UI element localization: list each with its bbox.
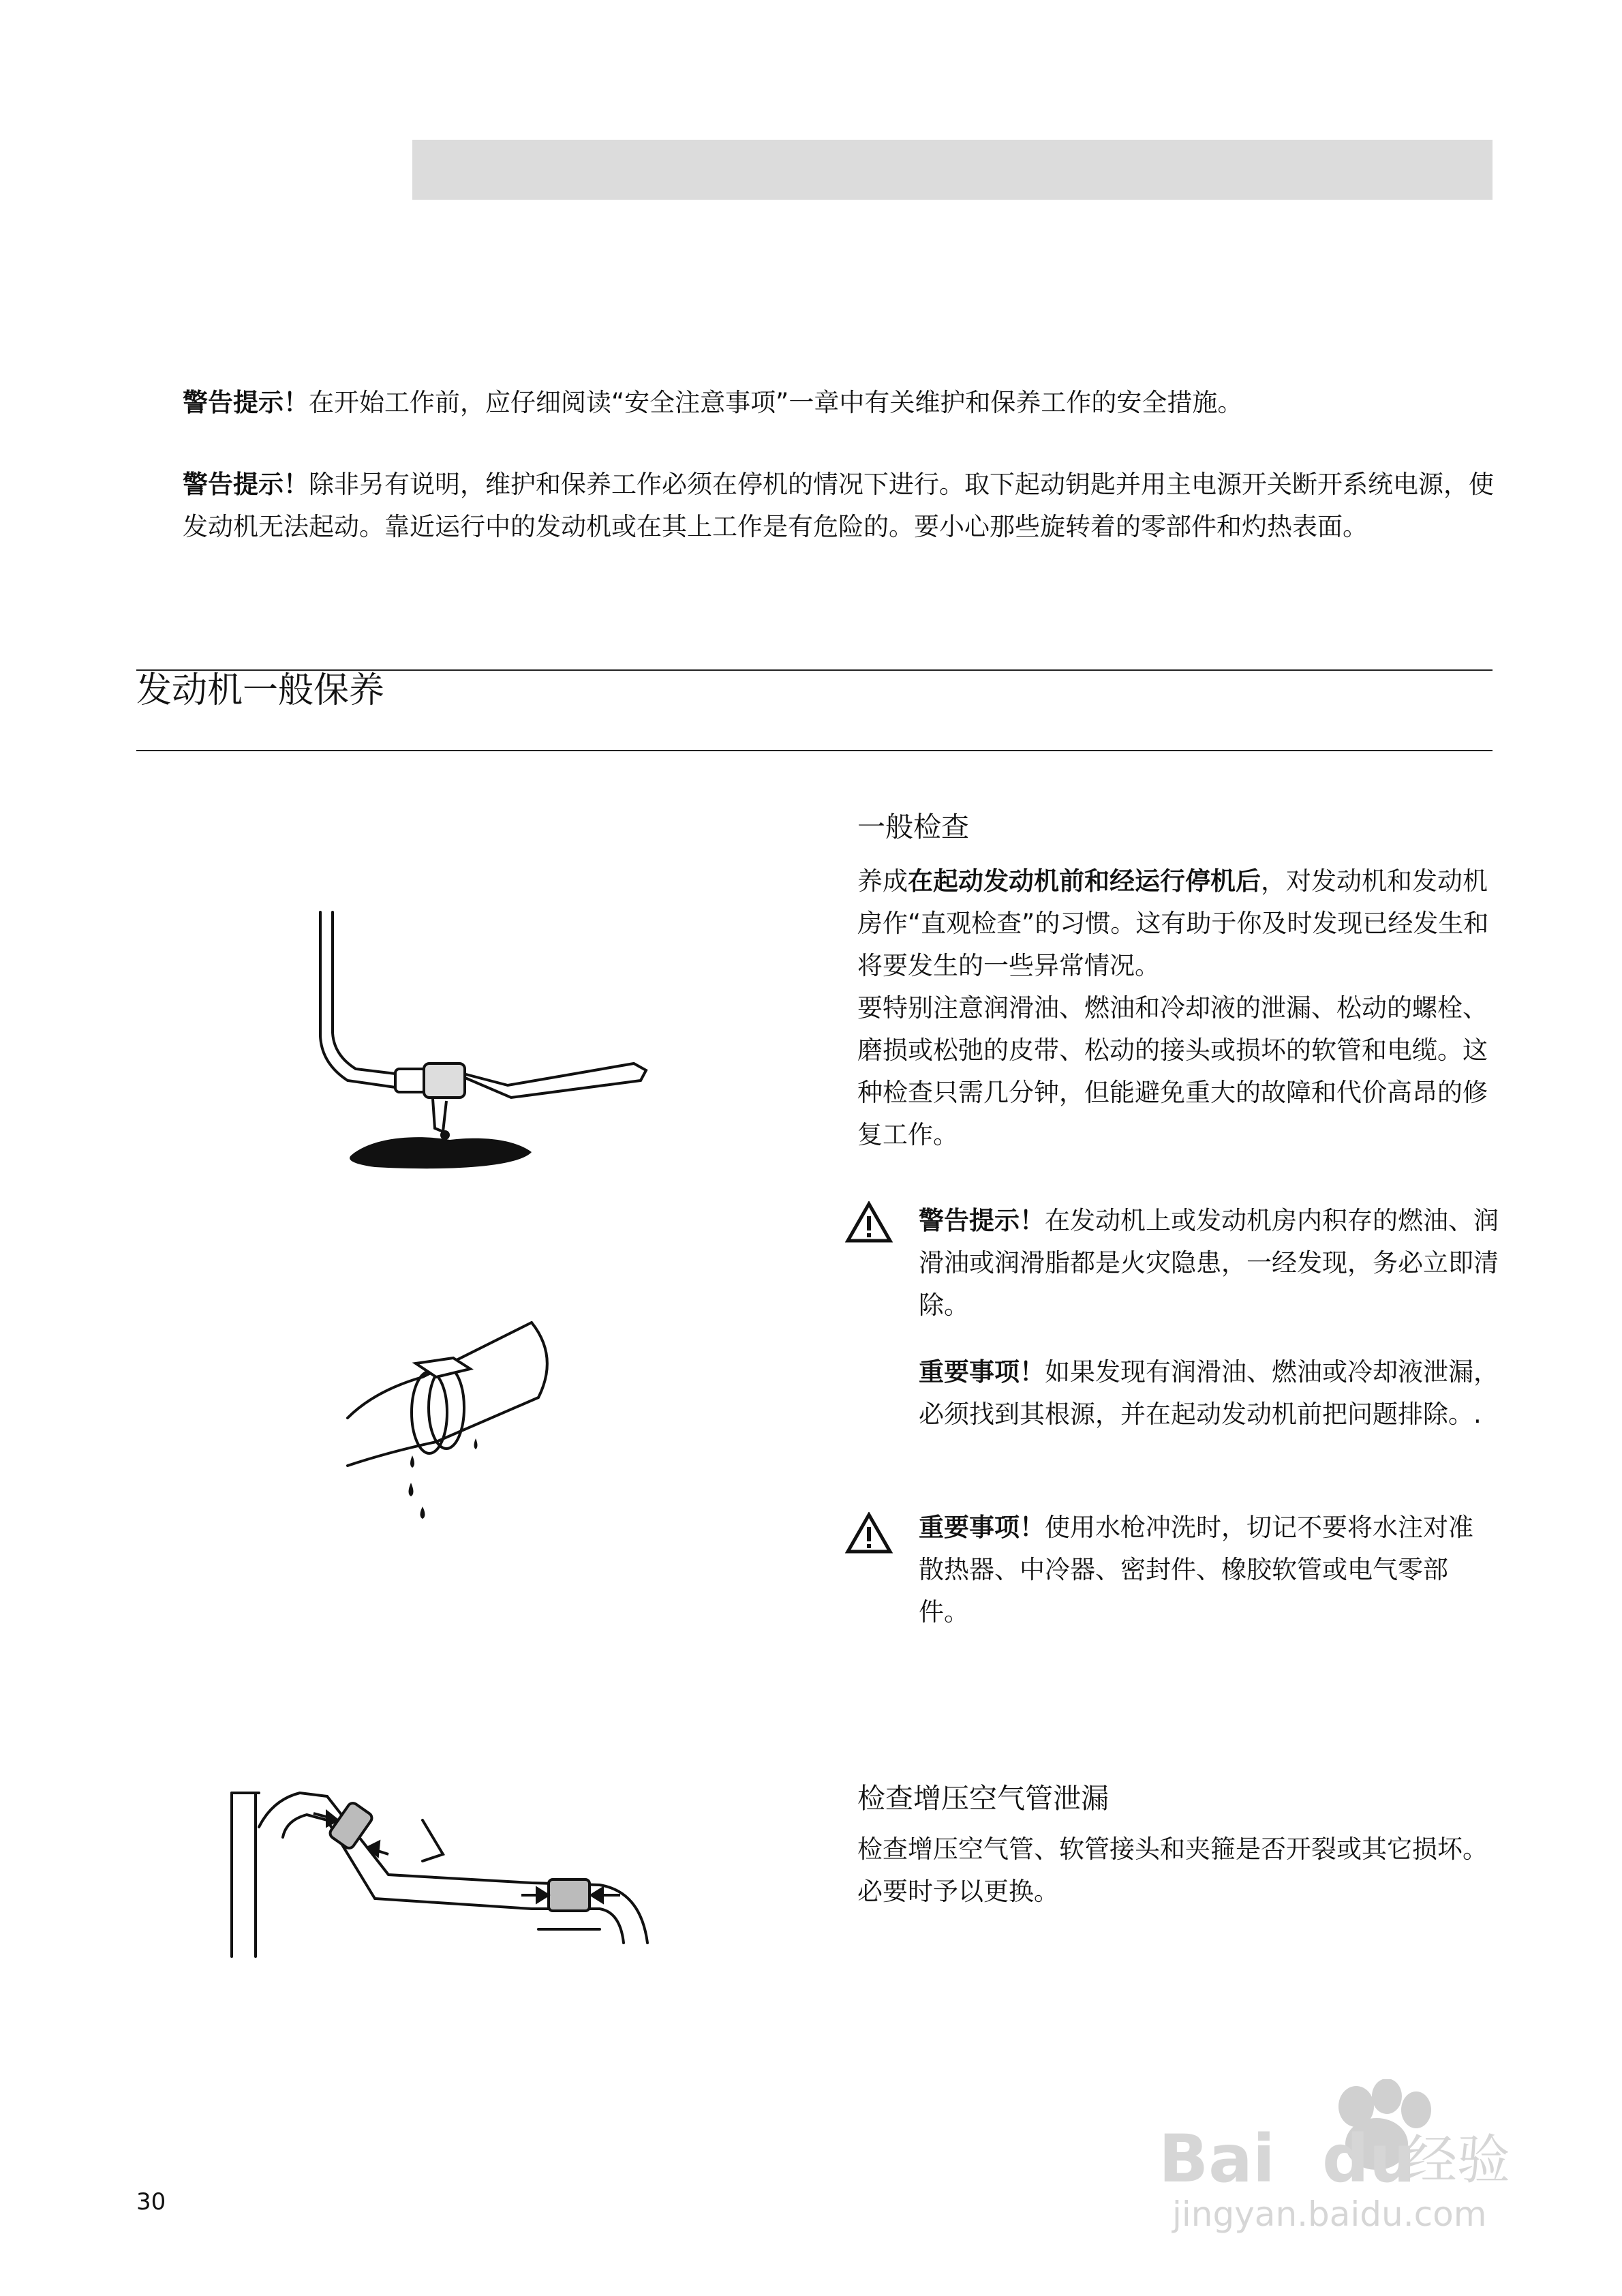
warning-text: 除非另有说明，维护和保养工作必须在停机的情况下进行。取下起动钥匙并用主电源开关断开系统电源，使发动机无法起动。靠近运行中的发动机或在其上工作是有危险的。要小心那些旋转着的零部件和灼热表面。	[183, 470, 1494, 541]
watermark-brand-a: Bai	[1159, 2121, 1275, 2197]
section-title: 发动机一般保养	[136, 670, 385, 711]
warning-paragraph-2	[183, 464, 1501, 548]
boost-check-title: 检查增压空气管泄漏	[857, 1782, 1109, 1815]
warning-text: 在开始工作前，应仔细阅读“安全注意事项”一章中有关维护和保养工作的安全措施。	[309, 388, 1243, 417]
warning-paragraph-1	[183, 382, 1501, 424]
charge-air-pipe-illustration	[218, 1772, 716, 1977]
baidu-watermark	[1152, 2079, 1533, 2236]
warning-label: 警告提示！	[183, 470, 309, 499]
general-check-paragraph-2: 要特别注意润滑油、燃油和冷却液的泄漏、松动的螺栓、磨损或松弛的皮带、松动的接头或损坏的软管和电缆。这种检查只需几分钟，但能避免重大的故障和代价高昂的修复工作。	[857, 993, 1488, 1149]
warning-triangle-icon	[845, 1512, 893, 1554]
fire-warning-paragraph: 警告提示！在发动机上或发动机房内积存的燃油、润滑油或润滑脂都是火灾隐患，一经发现，务必立即清除。	[919, 1206, 1499, 1320]
hose-clamp-drip-illustration	[334, 1295, 566, 1520]
watermark-brand-b: du	[1322, 2121, 1416, 2197]
important-paragraph-2: 重要事项！使用水枪冲洗时，切记不要将水注对准散热器、中冷器、密封件、橡胶软管或电气零部件。	[919, 1513, 1473, 1627]
warning-label: 警告提示！	[919, 1206, 1045, 1235]
section-rule-bottom	[136, 750, 1493, 751]
warning-label: 警告提示！	[183, 388, 309, 417]
leaking-pipe-illustration	[313, 900, 668, 1173]
warning-triangle-icon	[845, 1201, 893, 1243]
watermark-url: jingyan.baidu.com	[1172, 2194, 1487, 2234]
header-bar	[412, 140, 1493, 200]
page-number: 30	[136, 2188, 166, 2216]
watermark-cn: 经验	[1404, 2130, 1511, 2191]
boost-check-paragraph: 检查增压空气管、软管接头和夹箍是否开裂或其它损坏。必要时予以更换。	[857, 1834, 1488, 1906]
general-check-paragraph-1: 养成在起动发动机前和经运行停机后，对发动机和发动机房作“直观检查”的习惯。这有助于你及时发现已经发生和将要发生的一些异常情况。	[857, 866, 1489, 980]
general-check-title: 一般检查	[857, 811, 969, 843]
important-label: 重要事项！	[919, 1357, 1045, 1387]
important-paragraph-1: 重要事项！如果发现有润滑油、燃油或冷却液泄漏，必须找到其根源，并在起动发动机前把问题排除。.	[919, 1357, 1499, 1429]
important-label: 重要事项！	[919, 1513, 1045, 1542]
